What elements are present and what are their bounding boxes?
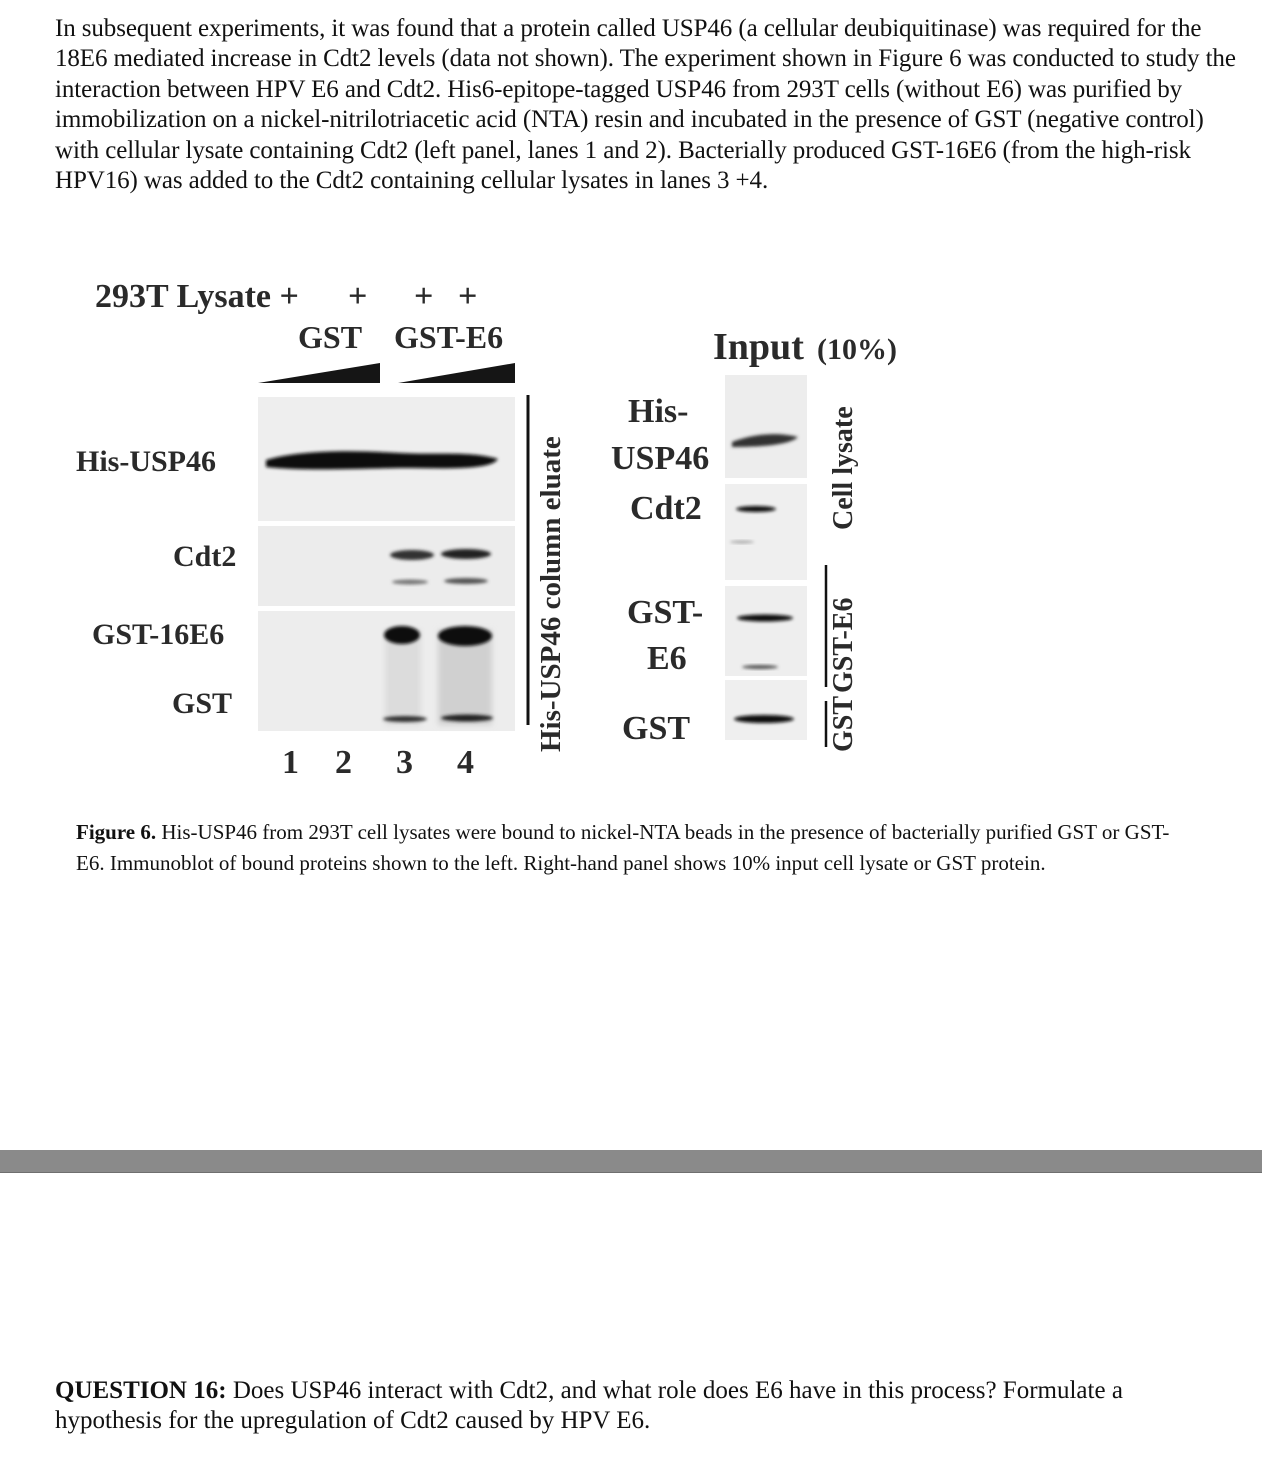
row-label-cdt2: Cdt2 — [173, 540, 237, 573]
gst-vertical-label: GST — [828, 695, 859, 752]
input-panel-gst-e6 — [725, 586, 807, 676]
input-label-gst: GST — [622, 710, 691, 747]
lysate-label: 293T Lysate + — [95, 278, 299, 315]
figure-caption — [76, 817, 1186, 879]
row-label-gst: GST — [172, 687, 233, 720]
lane-number-1: 1 — [282, 744, 299, 781]
gst-e6-vertical-label: GST-E6 — [828, 597, 859, 693]
gst-e6-treatment-label: GST-E6 — [394, 319, 504, 355]
cell-lysate-label: Cell lysate — [828, 406, 859, 530]
input-percent: (10%) — [817, 333, 897, 366]
question-text: Does USP46 interact with Cdt2, and what role does E6 have in this process? Formulate a hypothesis for the upregulation of Cdt2 caused by HPV E6. — [55, 1377, 1123, 1434]
blot-panel-gst — [258, 611, 515, 731]
gst-concentration-wedge — [258, 363, 380, 383]
row-label-his-usp46: His-USP46 — [76, 445, 217, 478]
lysate-plus-lane4: + — [458, 278, 478, 315]
intro-paragraph: In subsequent experiments, it was found that a protein called USP46 (a cellular deubiquitinase) was required for the 18E6 mediated increase in Cdt2 levels (data not shown). The experiment shown in Figure 6 was conducted to study the interaction between HPV E6 and Cdt2. His6-epitope-tagged USP46 from 293T cells (without E6) was purified by immobilization on a nickel-nitrilotriacetic acid (NTA) resin and incubated in the presence of GST (negative control) with cellular lysate containing Cdt2 (left panel, lanes 1 and 2). Bacterially produced GST-16E6 (from the high-risk HPV16) was added to the Cdt2 containing cellular lysates in lanes 3 +4. — [55, 15, 1236, 195]
input-label-his: His- — [628, 393, 689, 430]
input-label-usp46: USP46 — [611, 440, 710, 477]
figure-caption-text: His-USP46 from 293T cell lysates were bound to nickel-NTA beads in the presence of bacterially purified GST or GST-E6. Immunoblot of bound proteins shown to the left. Right-hand panel shows 10% input cell lysate or GST protein. — [76, 820, 1170, 875]
lysate-plus-lane3: + — [414, 278, 434, 315]
input-panel-his-usp46 — [725, 375, 807, 478]
blot-panel-cdt2 — [258, 526, 515, 606]
input-label-gst-e6-line2: E6 — [647, 640, 687, 677]
input-label-cdt2: Cdt2 — [630, 490, 702, 527]
lane-number-2: 2 — [335, 744, 352, 781]
blot-panel-his-usp46 — [258, 397, 515, 521]
section-divider — [0, 1150, 1262, 1173]
figure-caption-lead: Figure 6. — [76, 820, 157, 844]
western-blot-figure — [0, 255, 1262, 795]
row-label-gst-16e6: GST-16E6 — [92, 618, 225, 651]
input-panel-cdt2 — [725, 484, 807, 580]
input-label-gst-e6-line1: GST- — [627, 594, 704, 631]
question-16 — [55, 1376, 1205, 1436]
lane-number-4: 4 — [457, 744, 474, 781]
input-title: Input — [713, 326, 804, 368]
figure-6 — [0, 255, 1262, 795]
lysate-plus-lane2: + — [348, 278, 368, 315]
gst-treatment-label: GST — [298, 319, 363, 355]
eluate-label: His-USP46 column eluate — [535, 436, 567, 752]
question-lead: QUESTION 16: — [55, 1377, 227, 1404]
lane-number-3: 3 — [396, 744, 413, 781]
input-panel-gst — [725, 680, 807, 740]
gst-e6-concentration-wedge — [398, 363, 515, 383]
